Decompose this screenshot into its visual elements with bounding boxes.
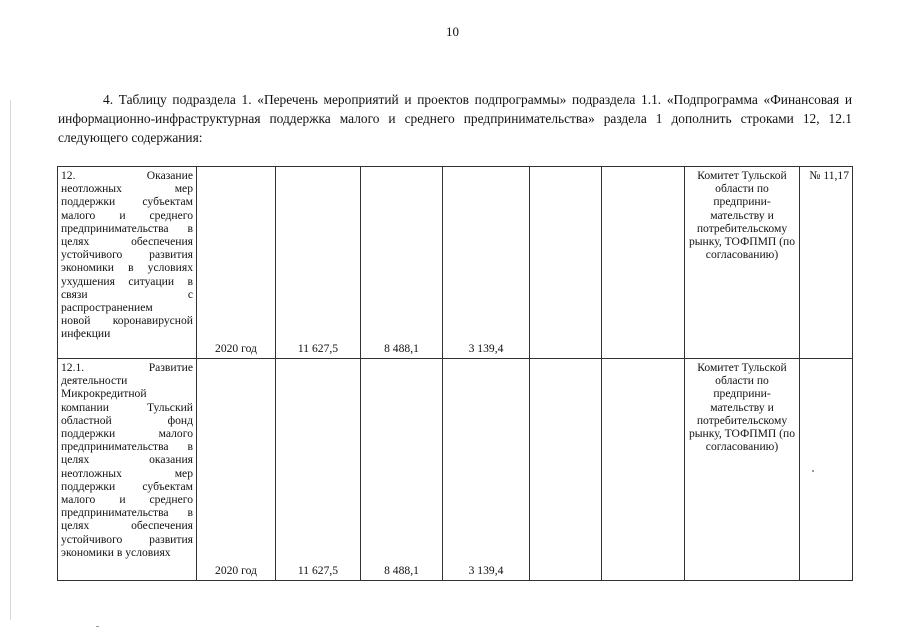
activity-name-line: связи с	[61, 287, 193, 301]
activity-name-line: 12.1. Развитие	[61, 361, 193, 374]
scan-artifact	[812, 470, 814, 472]
activity-name-line: устойчивого развития	[61, 532, 193, 546]
activity-name-line: 12. Оказание	[61, 169, 193, 182]
result-cell	[800, 359, 853, 581]
table-row	[58, 167, 853, 359]
year-cell: 2020 год	[197, 359, 276, 581]
responsible-cell: Комитет Тульской области по предприни-мательству и потребительскому рынку, ТОФПМП (по согласованию)	[685, 359, 800, 581]
activity-name-line: предпринимательства в	[61, 440, 193, 454]
activity-name-line: целях обеспечения	[61, 235, 193, 249]
table-row	[58, 359, 853, 581]
activity-name-line: поддержки малого	[61, 427, 193, 441]
activity-name-line: малого и среднего	[61, 208, 193, 222]
year-cell: 2020 год	[197, 167, 276, 359]
activity-name-line: распространением	[61, 301, 153, 315]
activity-name-line: поддержки субъектам	[61, 479, 193, 493]
funding-cell-6	[602, 167, 685, 359]
activity-name-line: экономики в условиях	[61, 261, 193, 275]
activity-name-line: предпринимательства в	[61, 506, 193, 520]
activity-name-line: целях оказания	[61, 453, 193, 467]
funding-cell-5	[530, 359, 602, 581]
result-cell: № 11,17	[800, 167, 853, 359]
activity-name-line: ухудшения ситуации в	[61, 274, 193, 288]
responsible-cell: Комитет Тульской области по предприни-мательству и потребительскому рынку, ТОФПМП (по согласованию)	[685, 167, 800, 359]
activity-name-line: деятельности	[61, 374, 128, 388]
funding-cell-5	[530, 167, 602, 359]
scan-artifact	[10, 100, 11, 620]
activity-name-line: целях обеспечения	[61, 519, 193, 533]
activity-name-line: малого и среднего	[61, 493, 193, 507]
funding-cell-6	[602, 359, 685, 581]
total-funding-cell: 11 627,5	[276, 359, 361, 581]
activity-name-line: неотложных мер	[61, 182, 193, 196]
activity-name-line: компании Тульский	[61, 400, 193, 414]
funding-cell-4: 3 139,4	[443, 167, 530, 359]
activity-name-line: неотложных мер	[61, 466, 193, 480]
activity-name-line: инфекции	[61, 327, 111, 341]
activity-name-line: экономики в условиях	[61, 545, 171, 559]
activity-name-line: новой коронавирусной	[61, 314, 193, 328]
funding-cell-3: 8 488,1	[361, 167, 443, 359]
activity-name-cell	[58, 167, 197, 359]
activity-name-line: Микрокредитной	[61, 387, 147, 401]
activity-name-cell	[58, 359, 197, 581]
scan-artifact	[96, 626, 99, 627]
activity-name-line: поддержки субъектам	[61, 195, 193, 209]
activity-name-line: предпринимательства в	[61, 221, 193, 235]
activity-name-line: областной фонд	[61, 413, 193, 427]
funding-cell-3: 8 488,1	[361, 359, 443, 581]
funding-cell-4: 3 139,4	[443, 359, 530, 581]
activity-name-line: устойчивого развития	[61, 248, 193, 262]
intro-paragraph: 4. Таблицу подраздела 1. «Перечень мероприятий и проектов подпрограммы» подраздела 1.1. «Подпрограмма «Финансовая и информационно-инфраструктурная поддержка малого и среднего предпринимательства» раздела 1 дополнить строками 12, 12.1 следующего содержания:	[58, 92, 852, 145]
page-number: 10	[446, 24, 459, 39]
total-funding-cell: 11 627,5	[276, 167, 361, 359]
amendment-table	[57, 166, 853, 581]
